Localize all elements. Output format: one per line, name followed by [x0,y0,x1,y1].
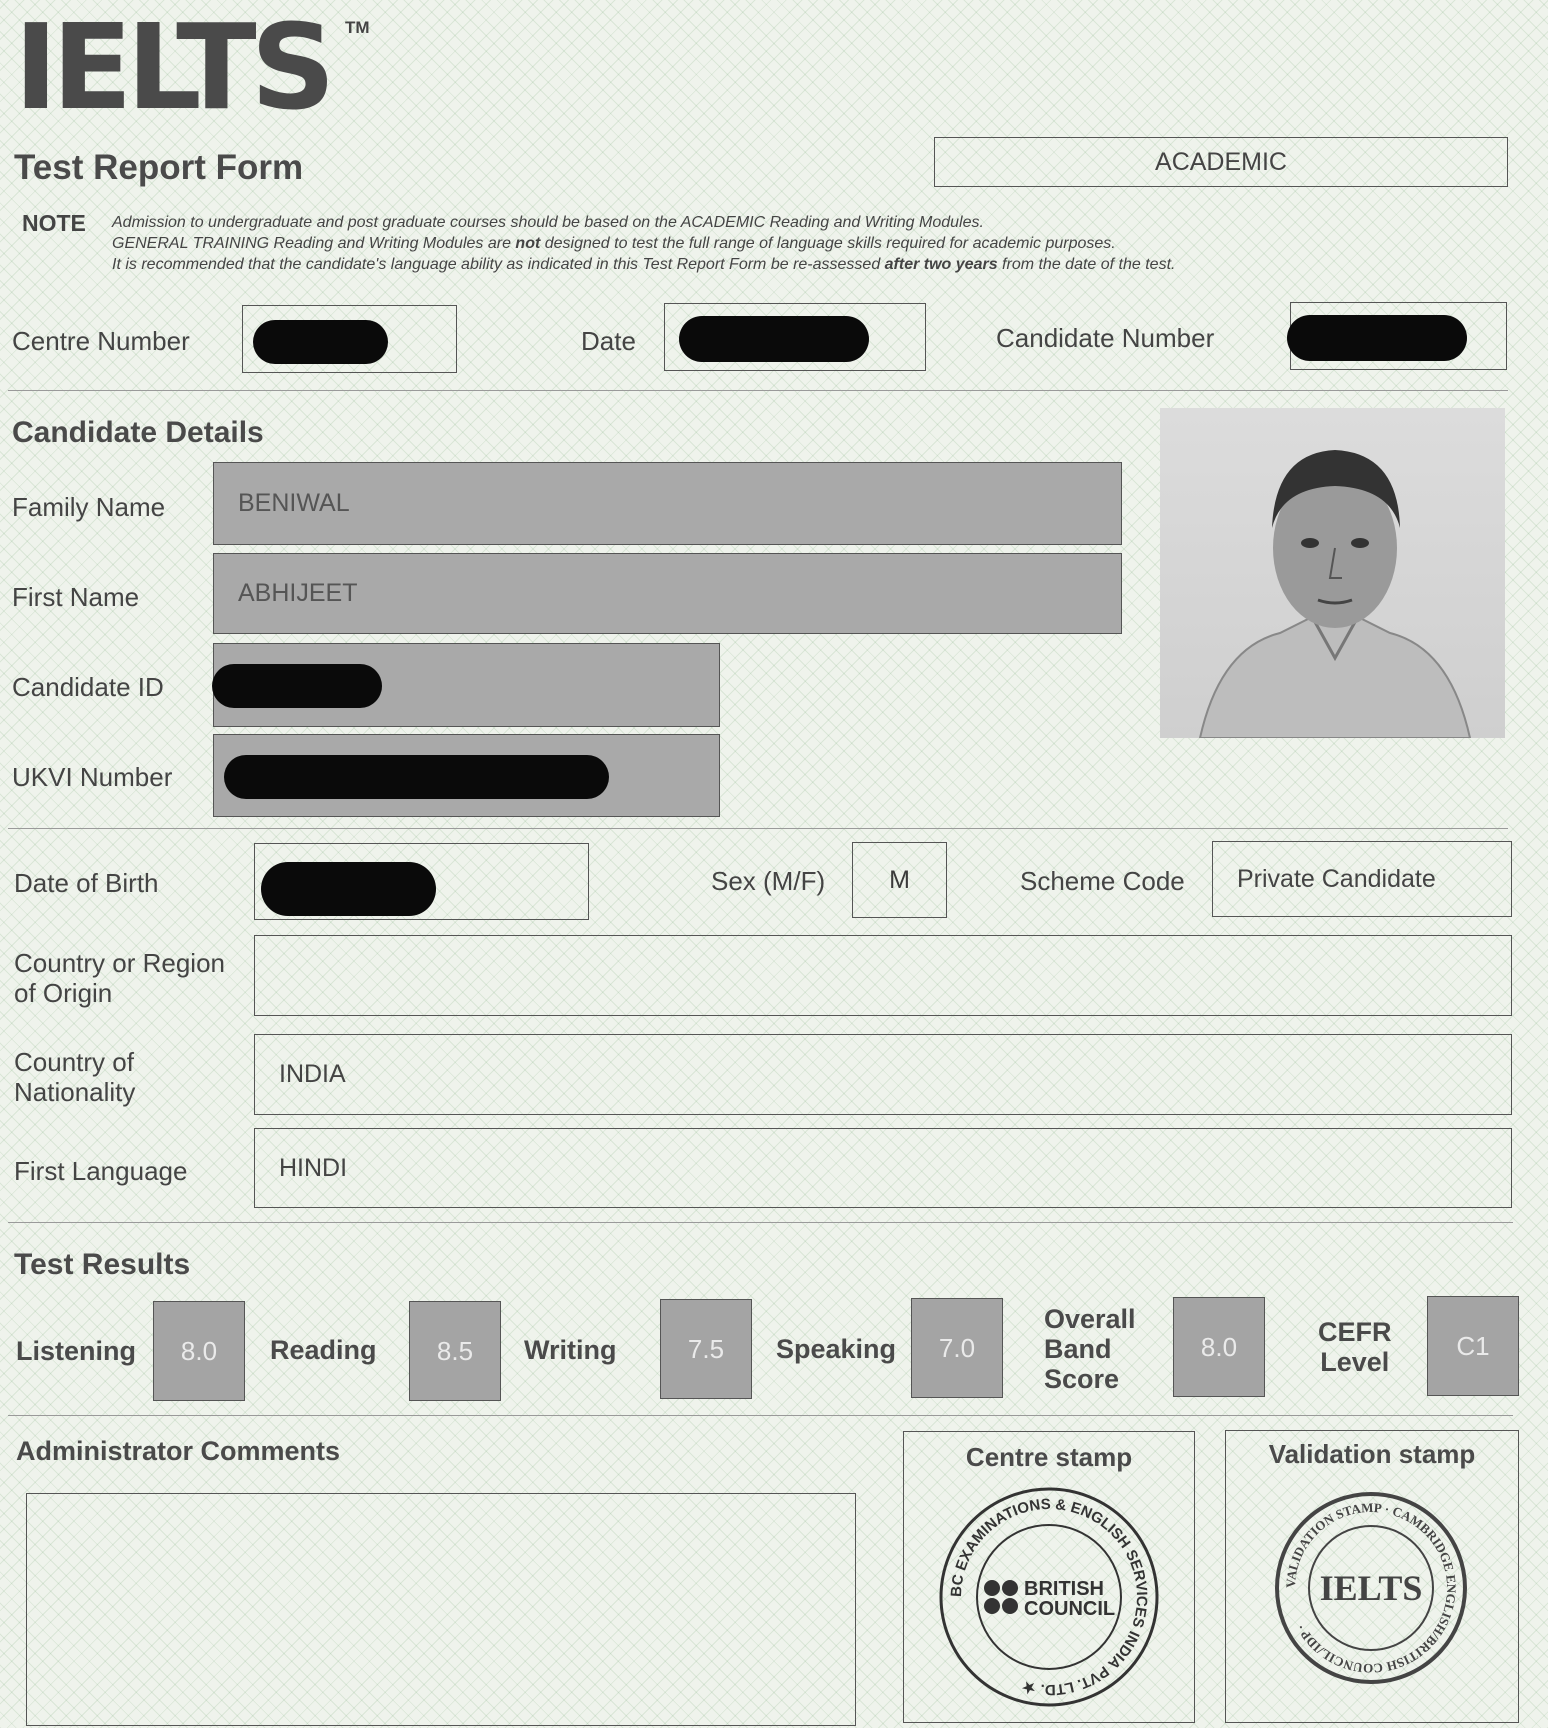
family-name-field: BENIWAL [213,462,1122,545]
test-results-heading: Test Results [14,1248,191,1281]
person-photo-icon [1160,408,1505,738]
redaction-mark [212,664,382,708]
scheme-code-label: Scheme Code [1020,866,1185,896]
redaction-mark [679,316,869,362]
writing-score: 7.5 [660,1299,752,1399]
nationality-field: INDIA [254,1034,1512,1115]
note-label: NOTE [22,210,86,236]
redaction-mark [1287,315,1467,361]
note-line-1: Admission to undergraduate and post graduate courses should be based on the ACADEMIC Reading and Writing Modules. [112,214,984,231]
note-line-3: It is recommended that the candidate's language ability as indicated in this Test Report Form be re-assessed after two years from the date of the test. [112,256,1176,273]
validation-stamp-box [1225,1430,1519,1723]
divider [8,1222,1513,1223]
redaction-mark [261,862,436,916]
first-language-label: First Language [14,1156,188,1186]
candidate-number-field [1290,302,1507,370]
first-name-field: ABHIJEET [213,553,1122,634]
candidate-id-field [213,643,720,727]
divider [8,390,1508,391]
listening-label: Listening [16,1336,136,1366]
overall-band-score: 8.0 [1173,1297,1265,1397]
first-language-field: HINDI [254,1128,1512,1208]
nationality-label: Country of Nationality [14,1047,136,1107]
ukvi-number-field [213,734,720,817]
candidate-number-label: Candidate Number [996,323,1215,353]
date-of-birth-field [254,843,589,920]
ielts-validation-stamp [1271,1488,1471,1688]
cefr-level-label: CEFR Level [1318,1317,1392,1377]
divider [8,828,1508,829]
centre-number-label: Centre Number [12,326,190,356]
centre-stamp-box [903,1431,1195,1723]
redaction-mark [253,320,388,364]
candidate-id-label: Candidate ID [12,672,164,702]
divider [8,1415,1513,1416]
form-title: Test Report Form [14,148,304,187]
validation-stamp-label: Validation stamp [1268,1439,1476,1469]
centre-stamp-label: Centre stamp [965,1442,1133,1472]
centre-number-field [242,305,457,373]
sex-field: M [852,842,947,918]
centre-stamp-ring-text: BC EXAMINATIONS & ENGLISH SERVICES INDIA PVT. LTD. ★ [947,1495,1151,1699]
centre-stamp-brand-2: COUNCIL [1024,1598,1116,1620]
cefr-level-score: C1 [1427,1296,1519,1396]
admin-comments-box [26,1493,856,1726]
first-name-label: First Name [12,582,140,612]
validation-stamp-brand: IELTS [1319,1568,1423,1608]
family-name-label: Family Name [12,492,166,522]
note-line-2: GENERAL TRAINING Reading and Writing Modules are not designed to test the full range of language skills required for academic purposes. [112,235,1116,252]
date-field [664,303,926,371]
ukvi-number-label: UKVI Number [12,762,173,792]
speaking-score: 7.0 [911,1298,1003,1398]
date-label: Date [581,326,636,356]
centre-stamp-brand-1: BRITISH [1024,1578,1104,1600]
reading-label: Reading [270,1335,377,1365]
module-box: ACADEMIC [934,137,1508,187]
candidate-details-heading: Candidate Details [12,416,264,449]
trademark-mark: TM [345,18,370,37]
overall-band-label: Overall Band Score [1044,1304,1136,1394]
scheme-code-field: Private Candidate [1212,841,1512,917]
speaking-label: Speaking [776,1334,897,1364]
british-council-stamp [934,1482,1164,1712]
date-of-birth-label: Date of Birth [14,868,159,898]
writing-label: Writing [524,1335,617,1365]
candidate-photo [1160,408,1505,738]
redaction-mark [224,755,609,799]
listening-score: 8.0 [153,1301,245,1401]
ielts-logo: IELTS [14,0,330,136]
country-of-origin-field [254,935,1512,1016]
country-of-origin-label: Country or Region of Origin [14,948,225,1008]
validation-stamp-ring-text: VALIDATION STAMP · CAMBRIDGE ENGLISH/BRITISH COUNCIL/IDP · [1282,1499,1460,1677]
sex-label: Sex (M/F) [711,866,826,896]
reading-score: 8.5 [409,1301,501,1401]
admin-comments-label: Administrator Comments [16,1436,341,1466]
